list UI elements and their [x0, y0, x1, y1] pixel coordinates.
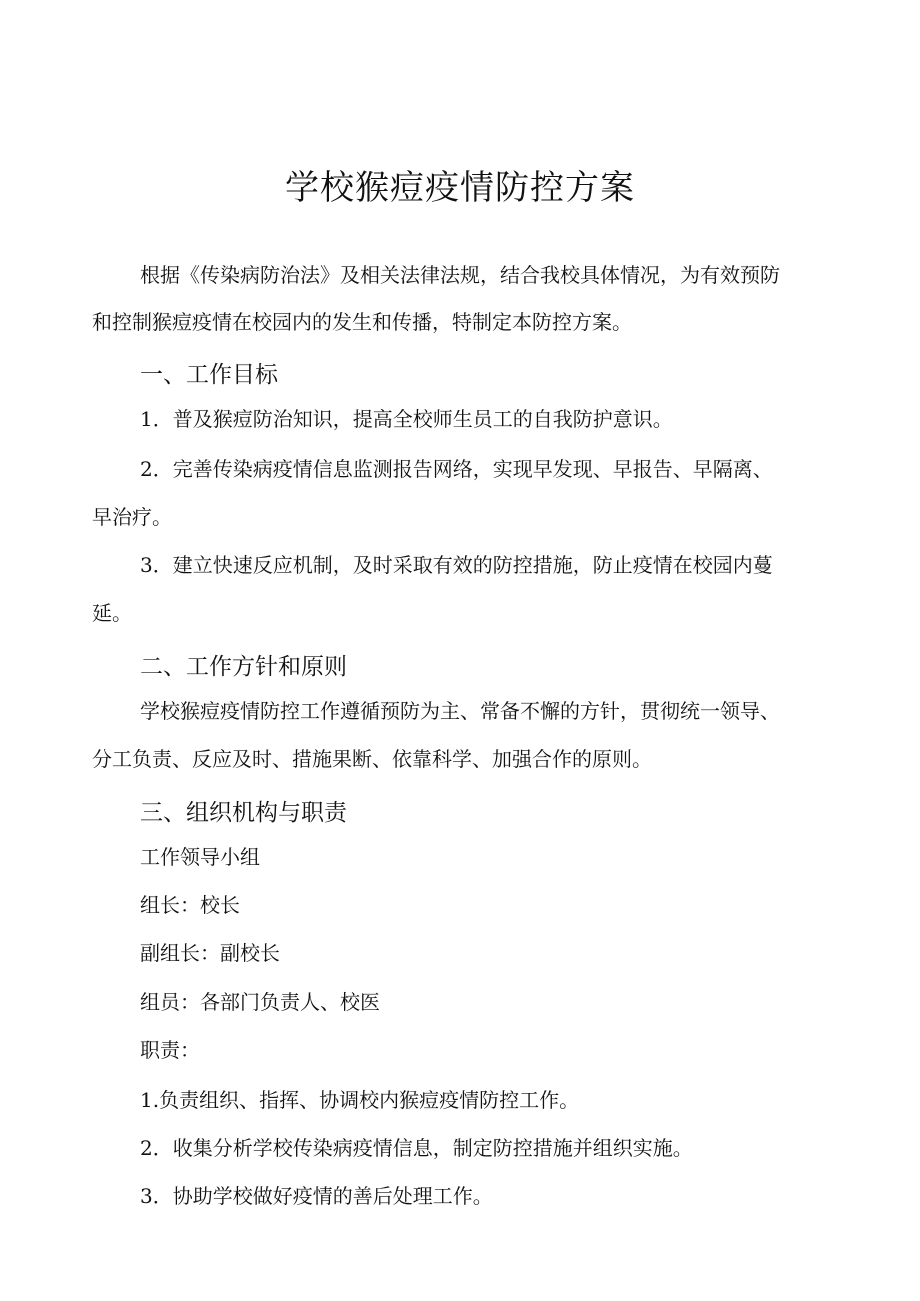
intro-line-2: 和控制猴痘疫情在校园内的发生和传播，特制定本防控方案。 — [92, 310, 632, 334]
group-members: 组员：各部门负责人、校医 — [140, 990, 380, 1014]
leadership-group-label: 工作领导小组 — [140, 845, 260, 869]
duties-label: 职责： — [140, 1038, 200, 1062]
goal-item-3-line-1: 3．建立快速反应机制，及时采取有效的防控措施，防止疫情在校园内蔓 — [140, 553, 773, 577]
section-1-heading: 一、工作目标 — [140, 362, 278, 388]
goal-item-1: 1．普及猴痘防治知识，提高全校师生员工的自我防护意识。 — [140, 407, 673, 431]
group-leader: 组长：校长 — [140, 893, 240, 917]
duty-item-1: 1.负责组织、指挥、协调校内猴痘疫情防控工作。 — [140, 1088, 580, 1112]
goal-item-2-line-1: 2．完善传染病疫情信息监测报告网络，实现早发现、早报告、早隔离、 — [140, 457, 773, 481]
principle-line-2: 分工负责、反应及时、措施果断、依靠科学、加强合作的原则。 — [92, 747, 652, 771]
section-2-heading: 二、工作方针和原则 — [140, 654, 347, 680]
goal-item-2-line-2: 早治疗。 — [92, 505, 172, 529]
goal-item-3-line-2: 延。 — [92, 601, 132, 625]
duty-item-2: 2．收集分析学校传染病疫情信息，制定防控措施并组织实施。 — [140, 1136, 693, 1160]
duty-item-3: 3．协助学校做好疫情的善后处理工作。 — [140, 1184, 493, 1208]
document-title: 学校猴痘疫情防控方案 — [285, 168, 635, 208]
group-deputy: 副组长：副校长 — [140, 941, 280, 965]
section-3-heading: 三、组织机构与职责 — [140, 800, 347, 826]
principle-line-1: 学校猴痘疫情防控工作遵循预防为主、常备不懈的方针，贯彻统一领导、 — [140, 699, 780, 723]
intro-line-1: 根据《传染病防治法》及相关法律法规，结合我校具体情况，为有效预防 — [140, 263, 780, 287]
